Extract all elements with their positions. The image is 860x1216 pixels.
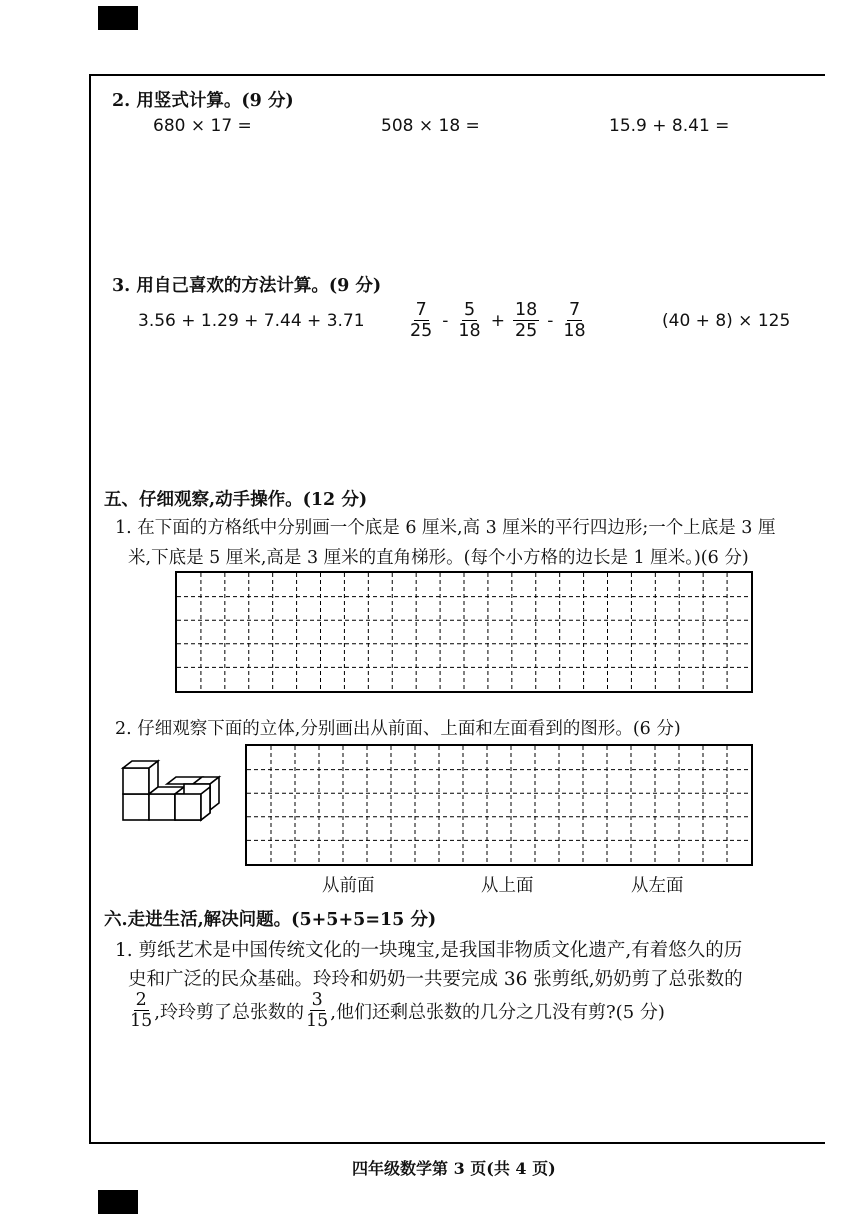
grid-lines-1 [177, 573, 751, 691]
section-5-title: 五、仔细观察,动手操作。(12 分) [104, 490, 368, 510]
view-label-left: 从左面 [631, 876, 684, 896]
top-corner-mark [98, 6, 138, 30]
bottom-border-line [90, 1142, 825, 1144]
view-label-top: 从上面 [481, 876, 534, 896]
operator: - [442, 310, 449, 331]
fraction-5-18: $\frac{5}{18}$ [458, 300, 481, 342]
fraction-7-25: $\frac{7}{25}$ [410, 300, 433, 342]
bottom-corner-mark [98, 1190, 138, 1214]
fraction-7-18: $\frac{7}{18}$ [563, 300, 586, 342]
calc-decimal-sum: 3.56 + 1.29 + 7.44 + 3.71 [138, 311, 365, 331]
calc-item-3: 15.9 + 8.41 = [609, 116, 730, 136]
line3-end-text: ,他们还剩总张数的几分之几没有剪?(5 分) [330, 1001, 665, 1023]
top-border-line [90, 74, 825, 76]
left-border-line [89, 74, 91, 1144]
operator: - [547, 310, 554, 331]
fraction-2-15: $\frac{2}{15}$ [130, 990, 153, 1032]
calc-product: (40 + 8) × 125 [662, 311, 791, 331]
grid-paper-2 [245, 744, 753, 866]
view-label-front: 从前面 [322, 876, 375, 896]
fraction-18-25: $\frac{18}{25}$ [514, 300, 538, 342]
line3-middle-text: ,玲玲剪了总张数的 [154, 1001, 305, 1023]
grid-lines-2 [247, 746, 751, 864]
section-6-title: 六.走进生活,解决问题。(5+5+5=15 分) [104, 910, 437, 930]
section-5-q1-line1: 1. 在下面的方格纸中分别画一个底是 6 厘米,高 3 厘米的平行四边形;一个上底是 3 厘 [115, 518, 776, 538]
fraction-3-15: $\frac{3}{15}$ [306, 990, 329, 1032]
calc-item-1: 680 × 17 = [153, 116, 252, 136]
section-5-q1-line2: 米,下底是 5 厘米,高是 3 厘米的直角梯形。(每个小方格的边长是 1 厘米。)(6 分) [128, 548, 749, 568]
question-4-2-title: 2. 用竖式计算。(9 分) [112, 91, 294, 111]
cube-figure [118, 758, 228, 828]
page-footer: 四年级数学第 3 页(共 4 页) [352, 1159, 556, 1178]
fraction-expression [408, 300, 588, 341]
grid-paper-1 [175, 571, 753, 693]
calc-item-2: 508 × 18 = [381, 116, 480, 136]
section-5-q2-title: 2. 仔细观察下面的立体,分别画出从前面、上面和左面看到的图形。(6 分) [115, 719, 681, 739]
section-6-q1-line3 [128, 990, 665, 1031]
section-6-q1-line1: 1. 剪纸艺术是中国传统文化的一块瑰宝,是我国非物质文化遗产,有着悠久的历 [115, 940, 743, 961]
question-4-3-title: 3. 用自己喜欢的方法计算。(9 分) [112, 276, 382, 296]
section-6-q1-line2: 史和广泛的民众基础。玲玲和奶奶一共要完成 36 张剪纸,奶奶剪了总张数的 [128, 969, 743, 990]
operator: + [490, 310, 505, 331]
